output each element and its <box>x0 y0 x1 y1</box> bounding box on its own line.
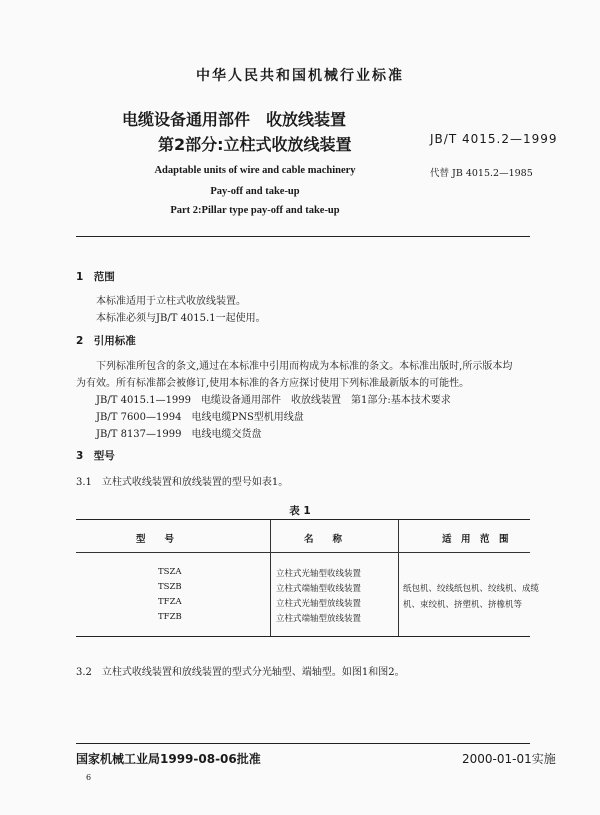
model-table <box>76 519 540 637</box>
table-cell-model: TSZB <box>158 582 182 592</box>
section-heading-scope: 1 范围 <box>76 271 115 283</box>
table-cell-name: 立柱式光轴型收线装置 <box>276 569 362 579</box>
table-header-name: 名 称 <box>304 534 343 545</box>
footer-divider <box>76 743 530 744</box>
replaces-standard: 代替 JB 4015.2—1985 <box>430 168 533 179</box>
reference-item: JB/T 8137—1999 电线电缆交货盘 <box>96 429 262 440</box>
table-column-divider <box>270 520 271 636</box>
table-header-divider <box>76 552 530 553</box>
table-cell-name: 立柱式端轴型收线装置 <box>276 584 362 594</box>
english-title-line2: Pay-off and take-up <box>210 186 300 197</box>
table-header-model: 型 号 <box>136 534 175 545</box>
english-title-line3: Part 2:Pillar type pay-off and take-up <box>170 205 340 216</box>
issuing-organization: 中华人民共和国机械行业标准 <box>196 68 404 84</box>
table-cell-model: TFZA <box>158 597 182 607</box>
table-cell-model: TSZA <box>158 567 182 577</box>
clause-3-1: 3.1 立柱式收线装置和放线装置的型号如表1。 <box>76 477 289 488</box>
approval-note: 国家机械工业局1999-08-06批准 <box>76 752 261 766</box>
table-cell-name: 立柱式端轴型放线装置 <box>276 614 362 624</box>
implementation-date: 2000-01-01实施 <box>462 752 556 766</box>
reference-item: JB/T 7600—1994 电线电缆PNS型机用线盘 <box>96 412 304 423</box>
document-title-line2: 第2部分:立柱式收放线装置 <box>158 135 352 154</box>
english-title-line1: Adaptable units of wire and cable machinery <box>154 165 356 176</box>
table-column-divider <box>398 520 399 636</box>
scope-paragraph-1: 本标准适用于立柱式收放线装置。 <box>96 296 246 307</box>
page-number: 6 <box>86 773 92 782</box>
clause-3-2: 3.2 立柱式收线装置和放线装置的型式分光轴型、端轴型。如图1和图2。 <box>76 667 405 678</box>
table-cell-model: TFZB <box>158 612 182 622</box>
table-caption: 表 1 <box>289 505 311 517</box>
header-divider <box>76 236 530 237</box>
references-intro-line2: 为有效。所有标准都会被修订,使用本标准的各方应探讨使用下列标准最新版本的可能性。 <box>76 378 470 389</box>
document-title-line1: 电缆设备通用部件 收放线装置 <box>122 110 347 129</box>
section-heading-references: 2 引用标准 <box>76 335 136 347</box>
scope-paragraph-2: 本标准必须与JB/T 4015.1一起使用。 <box>96 313 266 324</box>
references-intro-line1: 下列标准所包含的条文,通过在本标准中引用而构成为本标准的条文。本标准出版时,所示版本均 <box>96 361 513 372</box>
reference-item: JB/T 4015.1—1999 电缆设备通用部件 收放线装置 第1部分:基本技术要求 <box>96 395 451 406</box>
table-cell-scope: 机、束绞机、挤塑机、挤橡机等 <box>403 600 523 610</box>
section-heading-model: 3 型号 <box>76 450 115 462</box>
table-cell-name: 立柱式光轴型放线装置 <box>276 599 362 609</box>
table-header-scope: 适 用 范 围 <box>442 534 509 545</box>
standard-number: JB/T 4015.2—1999 <box>430 132 558 146</box>
table-cell-scope: 纸包机、绞线纸包机、绞线机、成缆 <box>403 584 540 594</box>
